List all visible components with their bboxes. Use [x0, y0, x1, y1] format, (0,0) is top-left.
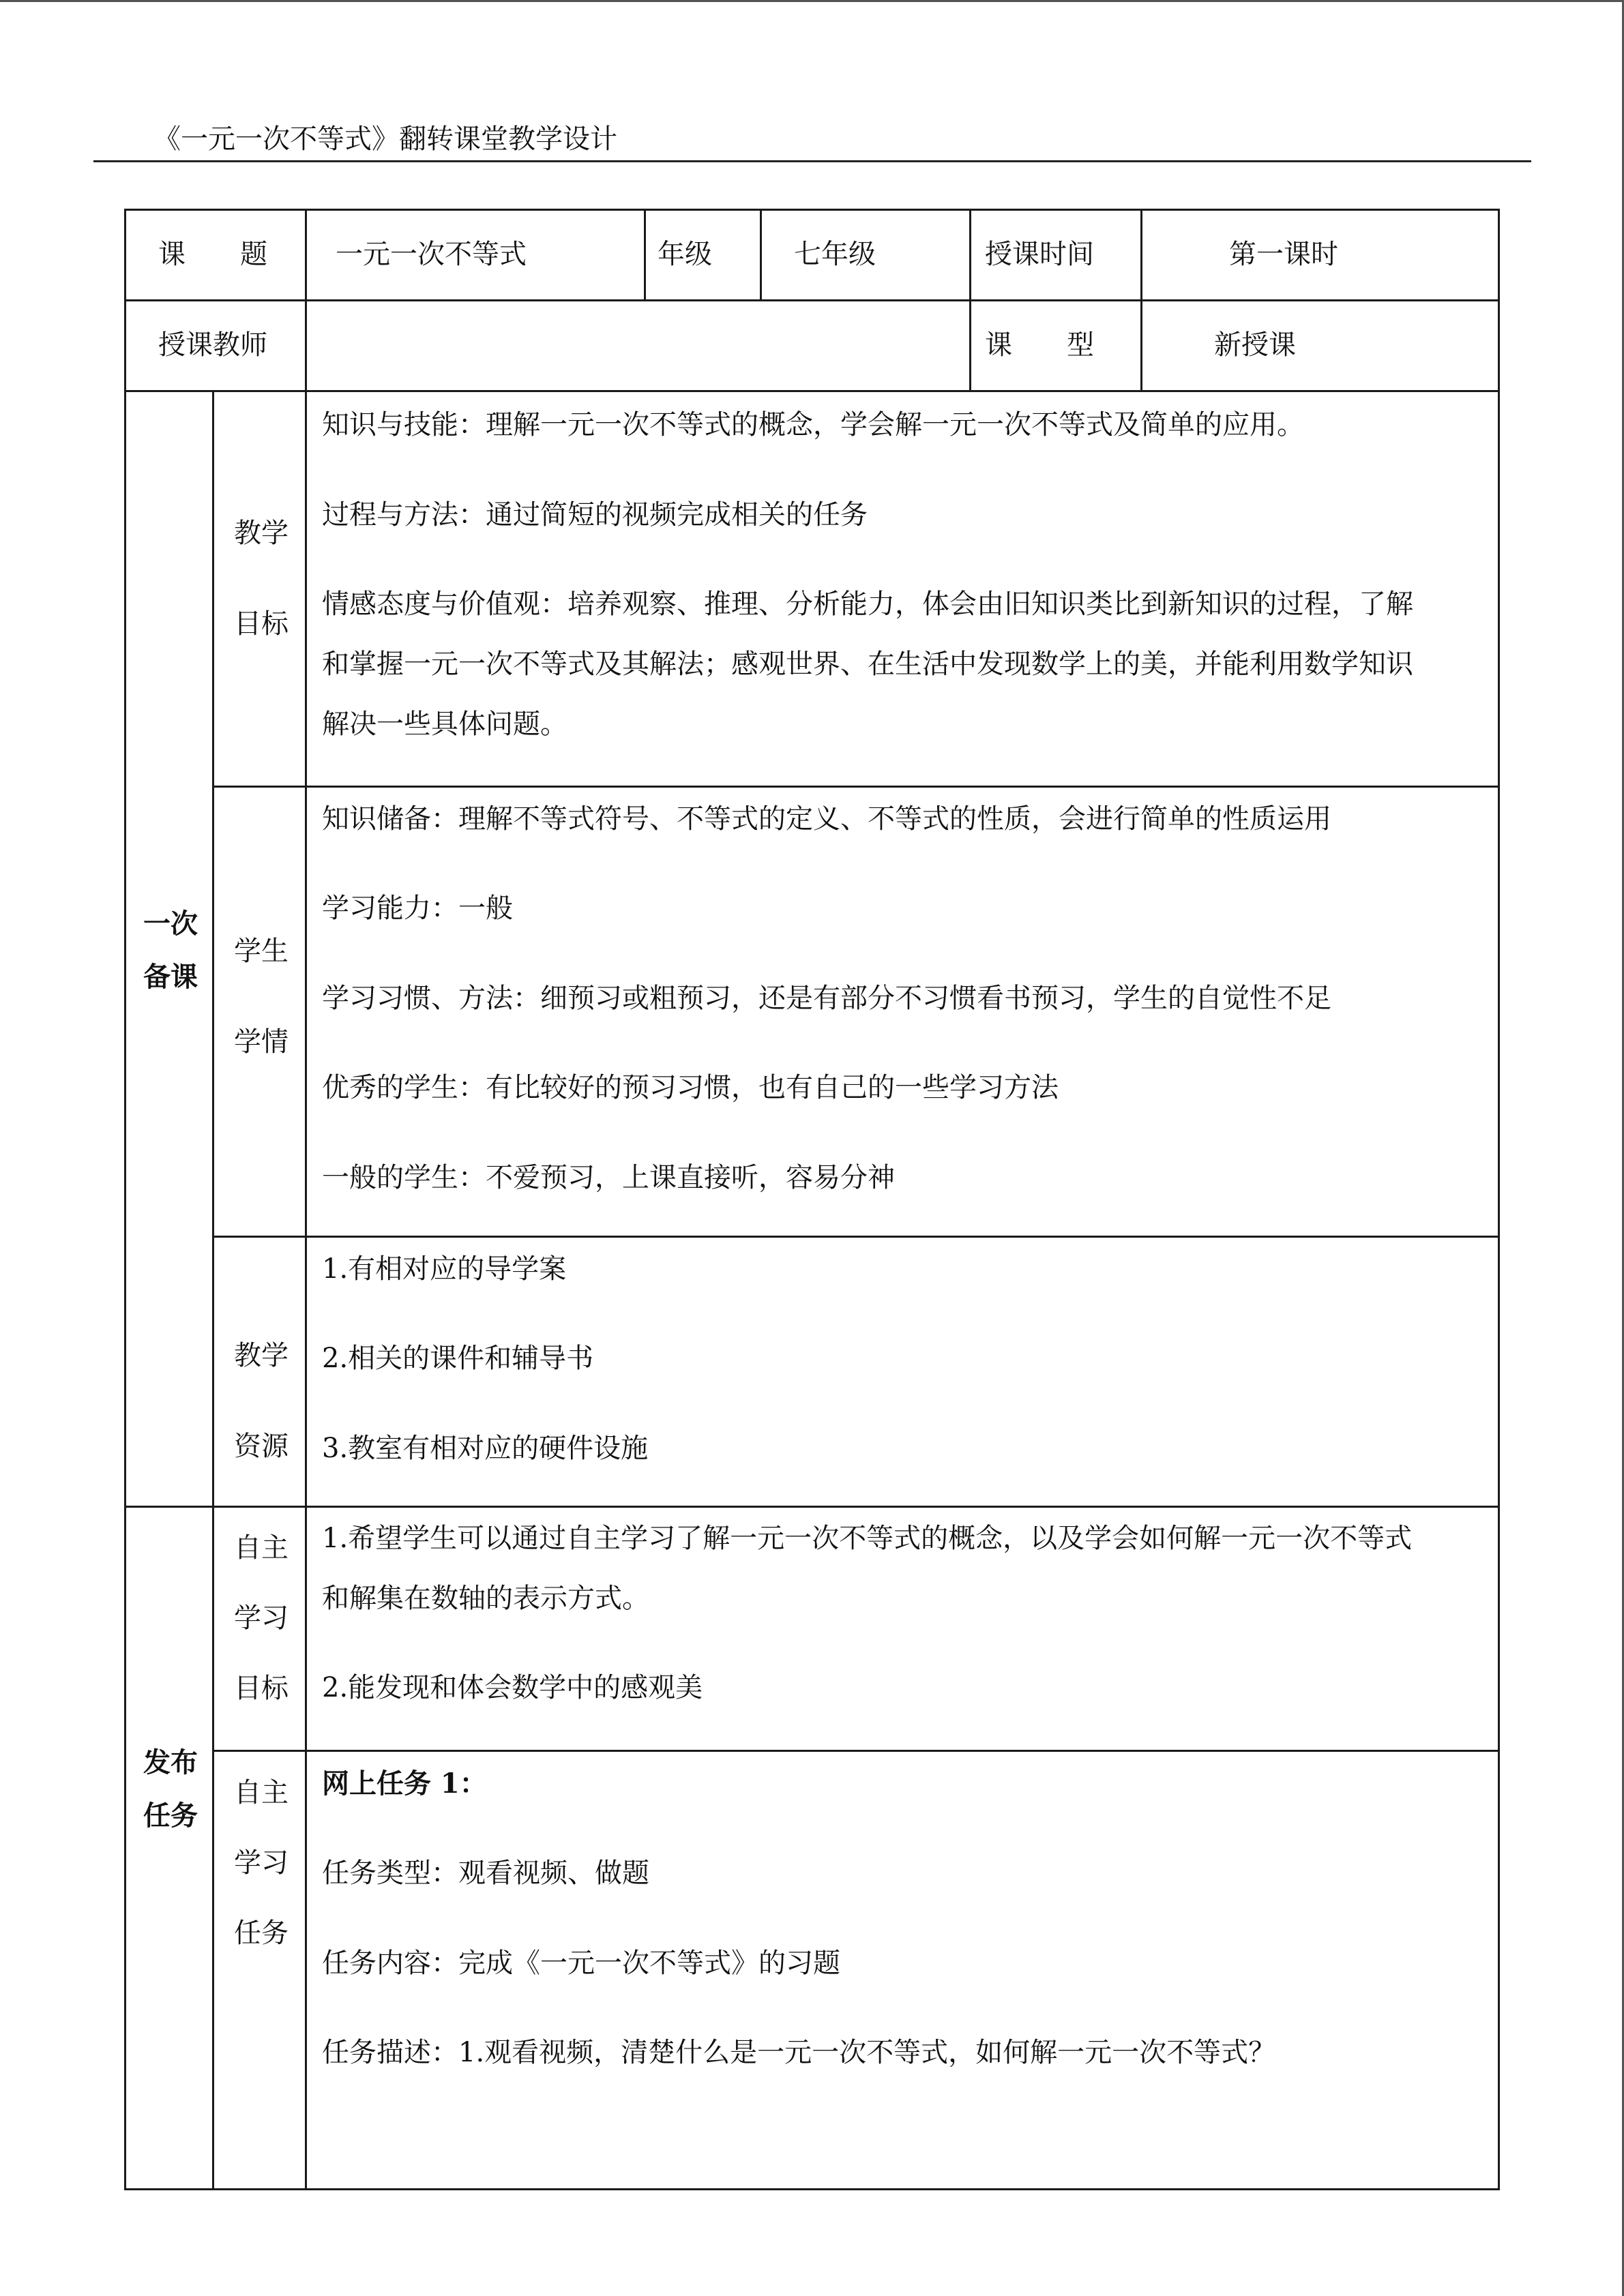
self-tasks-label: 自主 学习 任务 — [234, 1777, 289, 1949]
rule-bottom — [124, 2188, 1500, 2190]
time-value: 第一课时 — [1229, 239, 1338, 270]
students-line-3: 学习习惯、方法：细预习或粗预习，还是有部分不习惯看书预习，学生的自觉性不足 — [322, 983, 1331, 1014]
document-header: 《一元一次不等式》翻转课堂教学设计 — [153, 123, 617, 155]
rule-goals-bottom — [212, 786, 1500, 788]
rule-selfgoals-bottom — [212, 1750, 1500, 1752]
rule-subsection-col — [305, 390, 307, 2190]
rule-section-col — [212, 390, 214, 2190]
rule-left — [124, 209, 126, 2190]
task-line-content: 任务内容：完成《一元一次不等式》的习题 — [322, 1948, 840, 1979]
students-line-5: 一般的学生：不爱预习，上课直接听，容易分神 — [322, 1162, 895, 1193]
rule-top — [124, 209, 1500, 211]
header-rule — [93, 160, 1531, 162]
goals-label: 教学 目标 — [234, 518, 289, 640]
rule-students-bottom — [212, 1236, 1500, 1238]
rule-prep-bottom — [124, 1506, 1500, 1508]
topic-value: 一元一次不等式 — [336, 239, 527, 270]
time-label: 授课时间 — [985, 239, 1094, 270]
students-line-4: 优秀的学生：有比较好的预习习惯，也有自己的一些学习方法 — [322, 1072, 1059, 1103]
topic-label: 课 题 — [158, 239, 267, 270]
self-goals-line-2: 和解集在数轴的表示方式。 — [322, 1583, 649, 1614]
students-label: 学生 学情 — [234, 936, 289, 1058]
type-label: 课 型 — [985, 329, 1094, 361]
rule-col-grade — [644, 209, 646, 300]
goals-line-1: 知识与技能：理解一元一次不等式的概念，学会解一元一次不等式及简单的应用。 — [322, 409, 1304, 441]
section-label-prep: 一次 备课 — [143, 908, 198, 993]
self-goals-line-1: 1.希望学生可以通过自主学习了解一元一次不等式的概念，以及学会如何解一元一次不等式 — [322, 1523, 1413, 1554]
self-goals-label: 自主 学习 目标 — [234, 1532, 289, 1704]
grade-value: 七年级 — [794, 239, 876, 270]
goals-line-2: 过程与方法：通过简短的视频完成相关的任务 — [322, 499, 868, 531]
type-value: 新授课 — [1214, 329, 1296, 361]
resources-label: 教学 资源 — [234, 1340, 289, 1462]
goals-line-4: 和掌握一元一次不等式及其解法；感观世界、在生活中发现数学上的美，并能利用数学知识 — [322, 648, 1413, 680]
online-task-heading: 网上任务 1： — [322, 1768, 487, 1800]
task-line-description: 任务描述：1.观看视频，清楚什么是一元一次不等式，如何解一元一次不等式？ — [322, 2037, 1276, 2068]
grade-label: 年级 — [658, 239, 712, 270]
resources-line-2: 2.相关的课件和辅导书 — [322, 1343, 594, 1374]
goals-line-5: 解决一些具体问题。 — [322, 709, 567, 740]
resources-line-3: 3.教室有相对应的硬件设施 — [322, 1433, 649, 1464]
rule-col-time-value — [1140, 209, 1142, 391]
goals-line-3: 情感态度与价值观：培养观察、推理、分析能力，体会由旧知识类比到新知识的过程，了解 — [322, 588, 1413, 620]
students-line-1: 知识储备：理解不等式符号、不等式的定义、不等式的性质，会进行简单的性质运用 — [322, 803, 1331, 835]
self-goals-line-3: 2.能发现和体会数学中的感观美 — [322, 1672, 703, 1703]
rule-right — [1498, 209, 1500, 2190]
rule-col-time — [969, 209, 971, 391]
rule-col-grade-value — [760, 209, 762, 300]
rule-row2 — [124, 390, 1500, 392]
lesson-plan-table — [124, 209, 1500, 2188]
task-line-type: 任务类型：观看视频、做题 — [322, 1858, 649, 1889]
rule-row1 — [124, 299, 1500, 301]
resources-line-1: 1.有相对应的导学案 — [322, 1253, 567, 1285]
rule-col-label — [305, 209, 307, 391]
teacher-label: 授课教师 — [158, 329, 267, 361]
section-label-tasks: 发布 任务 — [143, 1746, 198, 1832]
students-line-2: 学习能力：一般 — [322, 893, 513, 924]
